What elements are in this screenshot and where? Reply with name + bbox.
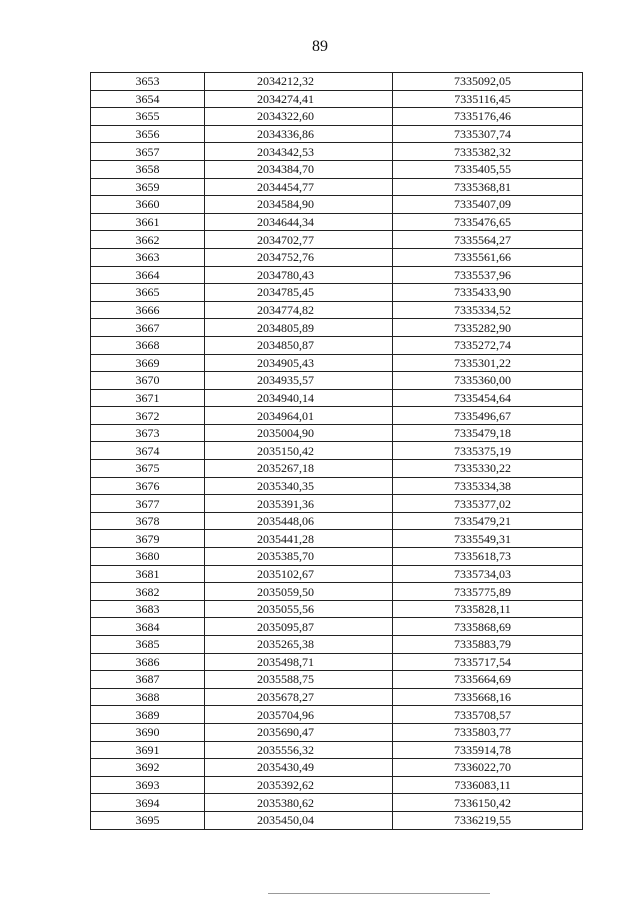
x-coordinate-cell: 2035004,90 bbox=[205, 424, 393, 442]
x-coordinate-cell: 2035102,67 bbox=[205, 565, 393, 583]
point-number-cell: 3695 bbox=[91, 811, 205, 829]
table-row bbox=[91, 688, 583, 706]
y-coordinate-cell: 7335549,31 bbox=[393, 530, 583, 548]
x-coordinate-cell: 2034454,77 bbox=[205, 178, 393, 196]
table-row bbox=[91, 319, 583, 337]
point-number-cell: 3667 bbox=[91, 319, 205, 337]
point-number-cell: 3662 bbox=[91, 231, 205, 249]
x-coordinate-cell: 2034384,70 bbox=[205, 160, 393, 178]
table-row bbox=[91, 196, 583, 214]
x-coordinate-cell: 2035450,04 bbox=[205, 811, 393, 829]
x-coordinate-cell: 2034774,82 bbox=[205, 301, 393, 319]
x-coordinate-cell: 2035556,32 bbox=[205, 741, 393, 759]
table-row bbox=[91, 636, 583, 654]
x-coordinate-cell: 2035380,62 bbox=[205, 794, 393, 812]
point-number-cell: 3665 bbox=[91, 284, 205, 302]
y-coordinate-cell: 7335828,11 bbox=[393, 600, 583, 618]
point-number-cell: 3676 bbox=[91, 477, 205, 495]
y-coordinate-cell: 7335407,09 bbox=[393, 196, 583, 214]
point-number-cell: 3660 bbox=[91, 196, 205, 214]
point-number-cell: 3672 bbox=[91, 407, 205, 425]
table-row bbox=[91, 407, 583, 425]
point-number-cell: 3663 bbox=[91, 248, 205, 266]
y-coordinate-cell: 7335454,64 bbox=[393, 389, 583, 407]
y-coordinate-cell: 7335334,52 bbox=[393, 301, 583, 319]
x-coordinate-cell: 2035340,35 bbox=[205, 477, 393, 495]
x-coordinate-cell: 2034935,57 bbox=[205, 372, 393, 390]
point-number-cell: 3687 bbox=[91, 671, 205, 689]
y-coordinate-cell: 7335664,69 bbox=[393, 671, 583, 689]
point-number-cell: 3694 bbox=[91, 794, 205, 812]
table-row bbox=[91, 248, 583, 266]
y-coordinate-cell: 7335334,38 bbox=[393, 477, 583, 495]
table-row bbox=[91, 213, 583, 231]
y-coordinate-cell: 7335382,32 bbox=[393, 143, 583, 161]
table-row bbox=[91, 723, 583, 741]
point-number-cell: 3670 bbox=[91, 372, 205, 390]
y-coordinate-cell: 7335564,27 bbox=[393, 231, 583, 249]
y-coordinate-cell: 7335272,74 bbox=[393, 336, 583, 354]
table-row bbox=[91, 125, 583, 143]
x-coordinate-cell: 2035430,49 bbox=[205, 759, 393, 777]
y-coordinate-cell: 7335883,79 bbox=[393, 636, 583, 654]
y-coordinate-cell: 7335868,69 bbox=[393, 618, 583, 636]
table-row bbox=[91, 618, 583, 636]
table-row bbox=[91, 143, 583, 161]
point-number-cell: 3674 bbox=[91, 442, 205, 460]
point-number-cell: 3680 bbox=[91, 548, 205, 566]
x-coordinate-cell: 2035059,50 bbox=[205, 583, 393, 601]
y-coordinate-cell: 7336022,70 bbox=[393, 759, 583, 777]
x-coordinate-cell: 2034964,01 bbox=[205, 407, 393, 425]
x-coordinate-cell: 2034322,60 bbox=[205, 108, 393, 126]
point-number-cell: 3656 bbox=[91, 125, 205, 143]
point-number-cell: 3657 bbox=[91, 143, 205, 161]
table-row bbox=[91, 776, 583, 794]
table-row bbox=[91, 706, 583, 724]
table-row bbox=[91, 424, 583, 442]
table-row bbox=[91, 600, 583, 618]
coordinates-table-body bbox=[91, 73, 583, 830]
y-coordinate-cell: 7335717,54 bbox=[393, 653, 583, 671]
point-number-cell: 3668 bbox=[91, 336, 205, 354]
table-row bbox=[91, 495, 583, 513]
y-coordinate-cell: 7335307,74 bbox=[393, 125, 583, 143]
table-row bbox=[91, 372, 583, 390]
y-coordinate-cell: 7335405,55 bbox=[393, 160, 583, 178]
point-number-cell: 3679 bbox=[91, 530, 205, 548]
point-number-cell: 3689 bbox=[91, 706, 205, 724]
table-row bbox=[91, 266, 583, 284]
table-row bbox=[91, 336, 583, 354]
table-row bbox=[91, 284, 583, 302]
x-coordinate-cell: 2034644,34 bbox=[205, 213, 393, 231]
x-coordinate-cell: 2035392,62 bbox=[205, 776, 393, 794]
x-coordinate-cell: 2035391,36 bbox=[205, 495, 393, 513]
table-row bbox=[91, 178, 583, 196]
x-coordinate-cell: 2035678,27 bbox=[205, 688, 393, 706]
y-coordinate-cell: 7335330,22 bbox=[393, 460, 583, 478]
y-coordinate-cell: 7335668,16 bbox=[393, 688, 583, 706]
point-number-cell: 3658 bbox=[91, 160, 205, 178]
y-coordinate-cell: 7335116,45 bbox=[393, 90, 583, 108]
point-number-cell: 3653 bbox=[91, 73, 205, 91]
y-coordinate-cell: 7335775,89 bbox=[393, 583, 583, 601]
y-coordinate-cell: 7335375,19 bbox=[393, 442, 583, 460]
x-coordinate-cell: 2035498,71 bbox=[205, 653, 393, 671]
y-coordinate-cell: 7335368,81 bbox=[393, 178, 583, 196]
table-row bbox=[91, 759, 583, 777]
x-coordinate-cell: 2035267,18 bbox=[205, 460, 393, 478]
point-number-cell: 3661 bbox=[91, 213, 205, 231]
x-coordinate-cell: 2035690,47 bbox=[205, 723, 393, 741]
point-number-cell: 3684 bbox=[91, 618, 205, 636]
x-coordinate-cell: 2034584,90 bbox=[205, 196, 393, 214]
y-coordinate-cell: 7335708,57 bbox=[393, 706, 583, 724]
y-coordinate-cell: 7335496,67 bbox=[393, 407, 583, 425]
table-row bbox=[91, 583, 583, 601]
x-coordinate-cell: 2035704,96 bbox=[205, 706, 393, 724]
point-number-cell: 3693 bbox=[91, 776, 205, 794]
coordinates-table bbox=[90, 72, 583, 830]
point-number-cell: 3678 bbox=[91, 512, 205, 530]
table-row bbox=[91, 741, 583, 759]
table-row bbox=[91, 231, 583, 249]
x-coordinate-cell: 2034850,87 bbox=[205, 336, 393, 354]
point-number-cell: 3675 bbox=[91, 460, 205, 478]
point-number-cell: 3686 bbox=[91, 653, 205, 671]
x-coordinate-cell: 2035448,06 bbox=[205, 512, 393, 530]
x-coordinate-cell: 2034785,45 bbox=[205, 284, 393, 302]
point-number-cell: 3683 bbox=[91, 600, 205, 618]
table-row bbox=[91, 477, 583, 495]
x-coordinate-cell: 2034940,14 bbox=[205, 389, 393, 407]
y-coordinate-cell: 7335377,02 bbox=[393, 495, 583, 513]
table-row bbox=[91, 653, 583, 671]
point-number-cell: 3677 bbox=[91, 495, 205, 513]
y-coordinate-cell: 7336083,11 bbox=[393, 776, 583, 794]
x-coordinate-cell: 2034212,32 bbox=[205, 73, 393, 91]
y-coordinate-cell: 7336219,55 bbox=[393, 811, 583, 829]
y-coordinate-cell: 7335914,78 bbox=[393, 741, 583, 759]
y-coordinate-cell: 7335301,22 bbox=[393, 354, 583, 372]
point-number-cell: 3690 bbox=[91, 723, 205, 741]
x-coordinate-cell: 2034752,76 bbox=[205, 248, 393, 266]
x-coordinate-cell: 2035095,87 bbox=[205, 618, 393, 636]
table-row bbox=[91, 671, 583, 689]
y-coordinate-cell: 7336150,42 bbox=[393, 794, 583, 812]
table-row bbox=[91, 442, 583, 460]
table-row bbox=[91, 794, 583, 812]
table-row bbox=[91, 73, 583, 91]
point-number-cell: 3654 bbox=[91, 90, 205, 108]
y-coordinate-cell: 7335734,03 bbox=[393, 565, 583, 583]
y-coordinate-cell: 7335618,73 bbox=[393, 548, 583, 566]
table-row bbox=[91, 548, 583, 566]
point-number-cell: 3692 bbox=[91, 759, 205, 777]
point-number-cell: 3664 bbox=[91, 266, 205, 284]
table-row bbox=[91, 108, 583, 126]
x-coordinate-cell: 2034342,53 bbox=[205, 143, 393, 161]
y-coordinate-cell: 7335803,77 bbox=[393, 723, 583, 741]
y-coordinate-cell: 7335537,96 bbox=[393, 266, 583, 284]
x-coordinate-cell: 2034336,86 bbox=[205, 125, 393, 143]
y-coordinate-cell: 7335479,21 bbox=[393, 512, 583, 530]
x-coordinate-cell: 2035150,42 bbox=[205, 442, 393, 460]
footer-rule bbox=[268, 893, 490, 894]
page-number: 89 bbox=[312, 38, 328, 55]
table-row bbox=[91, 811, 583, 829]
x-coordinate-cell: 2034805,89 bbox=[205, 319, 393, 337]
table-row bbox=[91, 90, 583, 108]
point-number-cell: 3691 bbox=[91, 741, 205, 759]
x-coordinate-cell: 2035055,56 bbox=[205, 600, 393, 618]
point-number-cell: 3669 bbox=[91, 354, 205, 372]
point-number-cell: 3682 bbox=[91, 583, 205, 601]
point-number-cell: 3673 bbox=[91, 424, 205, 442]
y-coordinate-cell: 7335092,05 bbox=[393, 73, 583, 91]
x-coordinate-cell: 2035588,75 bbox=[205, 671, 393, 689]
x-coordinate-cell: 2034702,77 bbox=[205, 231, 393, 249]
y-coordinate-cell: 7335282,90 bbox=[393, 319, 583, 337]
table-row bbox=[91, 565, 583, 583]
x-coordinate-cell: 2035441,28 bbox=[205, 530, 393, 548]
x-coordinate-cell: 2034274,41 bbox=[205, 90, 393, 108]
y-coordinate-cell: 7335360,00 bbox=[393, 372, 583, 390]
table-row bbox=[91, 460, 583, 478]
y-coordinate-cell: 7335479,18 bbox=[393, 424, 583, 442]
point-number-cell: 3681 bbox=[91, 565, 205, 583]
point-number-cell: 3688 bbox=[91, 688, 205, 706]
y-coordinate-cell: 7335561,66 bbox=[393, 248, 583, 266]
table-row bbox=[91, 530, 583, 548]
x-coordinate-cell: 2035385,70 bbox=[205, 548, 393, 566]
point-number-cell: 3655 bbox=[91, 108, 205, 126]
table-row bbox=[91, 160, 583, 178]
table-row bbox=[91, 354, 583, 372]
x-coordinate-cell: 2034780,43 bbox=[205, 266, 393, 284]
x-coordinate-cell: 2034905,43 bbox=[205, 354, 393, 372]
point-number-cell: 3671 bbox=[91, 389, 205, 407]
x-coordinate-cell: 2035265,38 bbox=[205, 636, 393, 654]
table-row bbox=[91, 389, 583, 407]
y-coordinate-cell: 7335433,90 bbox=[393, 284, 583, 302]
point-number-cell: 3666 bbox=[91, 301, 205, 319]
y-coordinate-cell: 7335476,65 bbox=[393, 213, 583, 231]
point-number-cell: 3685 bbox=[91, 636, 205, 654]
table-row bbox=[91, 512, 583, 530]
y-coordinate-cell: 7335176,46 bbox=[393, 108, 583, 126]
table-row bbox=[91, 301, 583, 319]
point-number-cell: 3659 bbox=[91, 178, 205, 196]
